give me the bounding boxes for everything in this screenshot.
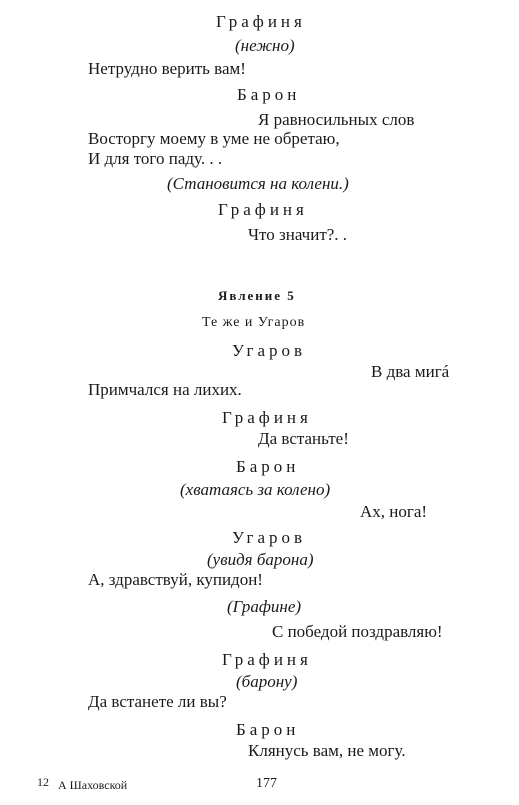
- speaker-name: Графиня: [222, 408, 312, 427]
- scene-heading: Явление 5: [218, 288, 296, 303]
- printer-signature-author: А Шаховской: [58, 778, 128, 792]
- speaker-name: Графиня: [218, 200, 308, 219]
- dialogue-line: И для того паду. . .: [88, 149, 223, 168]
- speaker-name: Угаров: [232, 341, 307, 360]
- page-number: 177: [256, 776, 277, 791]
- dialogue-line: Нетрудно верить вам!: [88, 59, 246, 78]
- dialogue-line: Восторгу моему в уме не обретаю,: [88, 129, 340, 148]
- speaker-name: Барон: [236, 457, 300, 476]
- stage-direction: (Графине): [227, 597, 302, 616]
- speaker-name: Барон: [237, 85, 301, 104]
- dialogue-line: С победой поздравляю!: [272, 622, 443, 641]
- dialogue-line: Да встанете ли вы?: [88, 692, 227, 711]
- stage-direction: (нежно): [235, 36, 295, 55]
- speaker-name: Графиня: [222, 650, 312, 669]
- dialogue-line: Я равносильных слов: [258, 110, 415, 129]
- dialogue-line: Что значит?. .: [248, 225, 348, 244]
- stage-direction: (увидя барона): [207, 550, 314, 569]
- dialogue-line: Клянусь вам, не могу.: [248, 741, 406, 760]
- speaker-name: Угаров: [232, 528, 307, 547]
- speaker-name: Графиня: [216, 12, 306, 31]
- dialogue-line: В два мигá: [371, 362, 450, 381]
- stage-direction: (Становится на колени.): [167, 174, 349, 193]
- speaker-name: Барон: [236, 720, 300, 739]
- dialogue-line: А, здравствуй, купидон!: [88, 570, 263, 589]
- stage-direction: (хватаясь за колено): [180, 480, 331, 499]
- dialogue-line: Ах, нога!: [360, 502, 428, 521]
- dialogue-line: Примчался на лихих.: [88, 380, 242, 399]
- stage-direction: (барону): [236, 672, 298, 691]
- dialogue-line: Да встаньте!: [258, 429, 349, 448]
- scene-cast-list: Те же и Угаров: [202, 315, 306, 330]
- printer-signature-number: 12: [37, 775, 49, 789]
